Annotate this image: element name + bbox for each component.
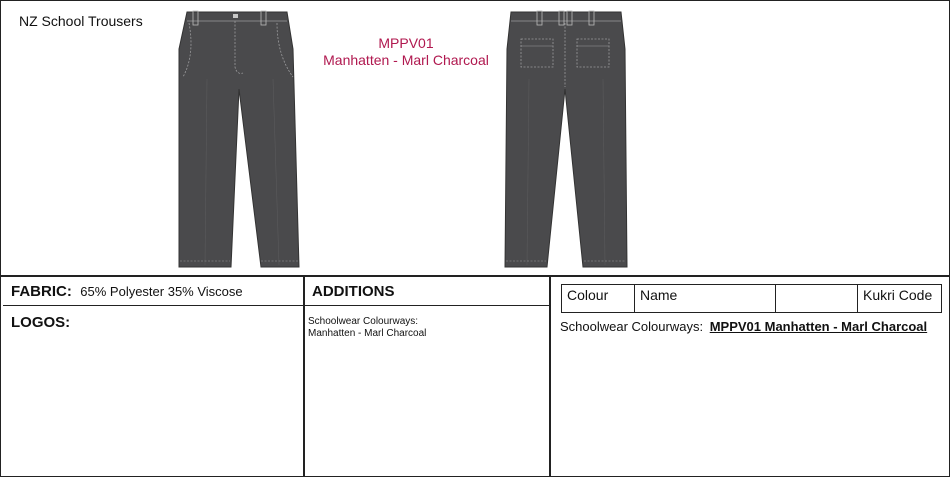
- colourways-line: [560, 319, 927, 334]
- logos-label: LOGOS:: [11, 314, 71, 331]
- style-code-label: [301, 35, 511, 69]
- trousers-front-view: [173, 9, 303, 271]
- style-code: MPPV01: [378, 35, 434, 51]
- fabric-cell: [11, 283, 243, 301]
- additions-text: [308, 316, 426, 340]
- column-header-kukri-code: Kukri Code: [858, 285, 942, 313]
- fabric-value: 65% Polyester 35% Viscose: [80, 284, 243, 299]
- column-divider: [549, 277, 551, 476]
- section-divider: [1, 275, 949, 277]
- colourways-value: MPPV01 Manhatten - Marl Charcoal: [709, 319, 928, 334]
- trousers-back-view: [501, 9, 631, 271]
- additions-label: ADDITIONS: [312, 283, 395, 300]
- garment-preview-area: [1, 1, 949, 275]
- colourways-label: Schoolwear Colourways:: [560, 319, 704, 334]
- column-header-name: Name: [635, 285, 776, 313]
- column-header-blank: [776, 285, 858, 313]
- document-title: NZ School Trousers: [19, 13, 143, 29]
- additions-line: Schoolwear Colourways:: [308, 316, 419, 327]
- column-header-colour: Colour: [562, 285, 635, 313]
- colour-table: [561, 284, 942, 313]
- additions-line: Manhatten - Marl Charcoal: [308, 328, 427, 339]
- fabric-label: FABRIC:: [11, 283, 72, 300]
- column-divider: [303, 277, 305, 476]
- row-divider: [3, 305, 549, 306]
- colour-name: Manhatten - Marl Charcoal: [323, 52, 489, 68]
- table-header-row: [562, 285, 942, 313]
